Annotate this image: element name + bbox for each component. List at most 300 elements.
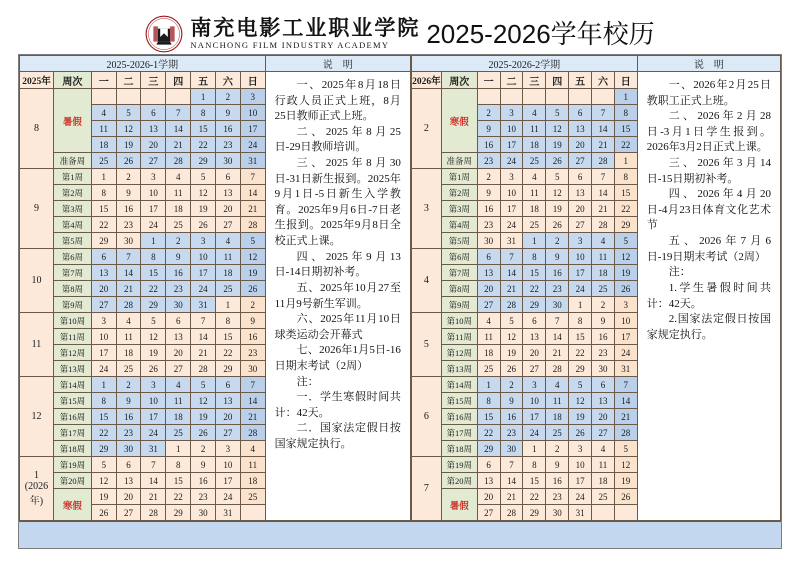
semester2-day-cell: 3 [500,105,523,121]
semester1-day-cell: 27 [116,505,141,521]
semester2-week-label: 第3周 [441,201,477,217]
semester2-day-cell: 1 [477,377,500,393]
semester1-weekday-3: 四 [166,72,191,89]
semester2-day-cell: 24 [569,281,592,297]
semester2-day-cell: 20 [592,409,615,425]
semester2-day-cell: 6 [477,457,500,473]
semester1-day-cell: 3 [141,169,166,185]
semester2-note-7: 2.国家法定假日按国家规定执行。 [646,313,771,341]
semester1-day-cell: 12 [191,393,216,409]
semester2-week-label: 第15周 [441,393,477,409]
semester2-day-cell: 7 [500,457,523,473]
semester2-day-cell: 22 [523,281,546,297]
semester2-day-cell: 11 [546,393,569,409]
semester1-day-cell: 28 [141,505,166,521]
semester1-day-cell: 9 [166,249,191,265]
semester1-day-cell: 16 [166,265,191,281]
semester1-day-cell: 8 [141,249,166,265]
semester1-day-cell: 25 [116,361,141,377]
semester1-note-7: 注： [296,375,319,388]
semester1-day-cell: 12 [116,121,141,137]
semester1-day-cell: 5 [141,313,166,329]
semester1-day-cell: 18 [91,137,116,153]
semester1-day-cell: 19 [240,265,265,281]
semester1-day-cell: 18 [215,265,240,281]
semester1-day-cell: 29 [191,153,216,169]
semester2-day-cell [500,89,523,105]
semester2-day-cell: 18 [592,473,615,489]
semester2-day-cell: 23 [477,217,500,233]
semester2-day-cell: 23 [500,425,523,441]
semester1-day-cell: 4 [166,169,191,185]
semester1-day-cell: 26 [116,153,141,169]
semester1-weekday-5: 六 [215,72,240,89]
school-crest-icon [145,15,183,53]
semester2-day-cell: 12 [614,249,637,265]
semester1-weekday-0: 一 [91,72,116,89]
semester2-day-cell: 29 [523,297,546,313]
semester2-day-cell: 14 [592,185,615,201]
semester1-day-cell: 28 [240,425,265,441]
semester1-day-cell: 14 [191,329,216,345]
semester2-day-cell: 7 [546,313,569,329]
semester2-day-cell: 7 [592,105,615,121]
semester1-day-cell: 18 [240,473,265,489]
semester2-day-cell: 14 [592,121,615,137]
semester1-day-cell: 30 [166,297,191,313]
semester2-month-2: 2 [411,89,441,169]
semester1-day-cell: 6 [116,457,141,473]
semester1-note-1: 二、2025年8月25日-29日教师培训。 [274,125,401,154]
semester2-day-cell: 14 [546,329,569,345]
semester1-day-cell: 30 [215,153,240,169]
semester1-vacation-label: 暑假 [53,89,91,153]
semester2-day-cell: 17 [523,409,546,425]
semester2-week-label: 第8周 [441,281,477,297]
semester1-week-label: 第10周 [53,313,91,329]
semester2-week-label: 第11周 [441,329,477,345]
semester1-title: 2025-2026-1学期 [20,56,266,72]
semester2-day-cell [569,89,592,105]
semester2-day-cell: 22 [614,137,637,153]
semester2-day-cell: 15 [569,329,592,345]
semester2-day-cell: 5 [569,377,592,393]
semester1-day-cell: 15 [191,121,216,137]
semester2-day-cell: 24 [500,153,523,169]
semester2-day-cell: 18 [592,265,615,281]
semester1-month-12: 12 [20,377,54,457]
semester2-note-3: 四、2026年4月20日-4月23日体育文化艺术节 [646,188,771,232]
semester1-week-label: 第1周 [53,169,91,185]
semester2-day-cell: 21 [614,409,637,425]
semester2-day-cell: 17 [569,473,592,489]
semester1-day-cell: 23 [166,281,191,297]
semester2-week-label: 第5周 [441,233,477,249]
semester1-day-cell: 1 [91,169,116,185]
semester2-day-cell: 15 [614,185,637,201]
semester2-day-cell: 31 [614,361,637,377]
semester1-week-label: 第5周 [53,233,91,249]
semester1-day-cell: 9 [116,393,141,409]
semester2-day-cell: 24 [614,345,637,361]
semester1-notes [265,72,410,521]
semester2-day-cell: 11 [592,249,615,265]
semester1-day-cell: 3 [91,313,116,329]
semester2-week-col-label: 周次 [441,72,477,89]
semester2-title: 2025-2026-2学期 [411,56,637,72]
semester2-day-cell: 3 [614,297,637,313]
semester2-day-cell: 18 [477,345,500,361]
semester1-day-cell: 30 [191,505,216,521]
semester2-note-4: 五、2026年7月6日-19日期末考试（2周） [646,235,771,263]
semester2-weekday-4: 五 [569,72,592,89]
semester1-month-8: 8 [20,89,54,169]
semester2-day-cell: 19 [614,265,637,281]
semester2-day-cell: 16 [592,329,615,345]
semester2-day-cell: 28 [546,361,569,377]
semester2-week-label: 第2周 [441,185,477,201]
semester1-day-cell: 23 [116,217,141,233]
semester2-day-cell: 20 [569,201,592,217]
semester1-day-cell: 1 [141,233,166,249]
semester1-day-cell: 13 [116,473,141,489]
semester1-day-cell: 17 [240,121,265,137]
semester2-day-cell: 2 [477,105,500,121]
semester1-day-cell: 19 [91,489,116,505]
semester1-week-label: 第8周 [53,281,91,297]
semester2-note-5: 注： [668,266,691,279]
semester1-day-cell: 2 [191,441,216,457]
semester1-day-cell: 27 [141,153,166,169]
semester2-day-cell: 19 [500,345,523,361]
semester2-day-cell: 1 [523,441,546,457]
semester1-day-cell: 7 [240,169,265,185]
semester2-day-cell: 3 [569,233,592,249]
semester2-day-cell: 9 [477,121,500,137]
semester1-day-cell: 31 [191,297,216,313]
semester1-day-cell: 3 [240,89,265,105]
semester2-day-cell: 11 [592,457,615,473]
semester1-day-cell: 11 [116,329,141,345]
semester1-day-cell: 17 [215,473,240,489]
semester1-day-cell [91,89,116,105]
semester1-weekday-2: 三 [141,72,166,89]
semester2-day-cell: 4 [592,233,615,249]
semester1-day-cell: 21 [240,201,265,217]
semester1-day-cell: 2 [215,89,240,105]
semester1-day-cell: 10 [141,393,166,409]
page-header [0,0,800,54]
semester2-day-cell: 28 [500,297,523,313]
semester1-day-cell: 26 [191,217,216,233]
semester1-week-label: 第4周 [53,217,91,233]
semester2-day-cell: 12 [546,185,569,201]
semester1-week-label: 第3周 [53,201,91,217]
semester1-day-cell: 22 [215,345,240,361]
semester1-day-cell: 15 [166,473,191,489]
semester2-week-label: 第14周 [441,377,477,393]
semester1-day-cell: 21 [191,345,216,361]
semester2-day-cell: 10 [569,457,592,473]
semester2-day-cell: 27 [477,505,500,521]
semester2-week-label: 准备周 [441,153,477,169]
semester1-day-cell: 25 [166,425,191,441]
semester1-day-cell: 15 [91,409,116,425]
semester2-week-label: 第9周 [441,297,477,313]
semester2-notes [637,72,780,521]
semester1-day-cell: 3 [215,441,240,457]
semester1-day-cell: 7 [240,377,265,393]
semester1-month-9: 9 [20,169,54,249]
semester1-day-cell: 2 [116,377,141,393]
semester1-day-cell: 16 [215,121,240,137]
semester1-day-cell: 1 [215,297,240,313]
semester2-day-cell: 3 [569,441,592,457]
semester2-week-label: 第19周 [441,457,477,473]
semester1-day-cell: 1 [166,441,191,457]
semester1-day-cell: 8 [215,313,240,329]
semester2-day-cell [546,89,569,105]
semester1-week-label: 第18周 [53,441,91,457]
semester1-day-cell: 1 [191,89,216,105]
semester1-day-cell: 24 [215,489,240,505]
semester1-month-12026: 1 (2026年) [20,457,54,521]
semester2-day-cell: 5 [546,105,569,121]
semester1-day-cell: 16 [240,329,265,345]
semester2-day-cell: 19 [546,201,569,217]
semester2-day-cell: 1 [614,153,637,169]
semester1-day-cell: 26 [240,281,265,297]
semester2-day-cell: 15 [477,409,500,425]
semester1-day-cell: 20 [91,281,116,297]
semester2-day-cell: 26 [614,489,637,505]
semester2-day-cell: 1 [523,233,546,249]
semester2-day-cell: 16 [477,137,500,153]
semester2-day-cell: 27 [569,153,592,169]
semester2-day-cell: 8 [477,393,500,409]
semester1-week-label: 准备周 [53,153,91,169]
semester2-day-cell: 18 [546,409,569,425]
semester1-month-10: 10 [20,249,54,313]
semester1-day-cell: 11 [215,249,240,265]
semester2-day-cell: 20 [477,489,500,505]
semester2-day-cell: 28 [614,425,637,441]
semester1-day-cell: 28 [166,153,191,169]
semester2-day-cell: 2 [500,377,523,393]
semester1-day-cell: 23 [116,425,141,441]
semester1-day-cell: 12 [240,249,265,265]
semester2-day-cell [523,89,546,105]
semester1-day-cell: 2 [240,297,265,313]
semester2-day-cell: 8 [614,169,637,185]
semester1-day-cell: 24 [91,361,116,377]
semester2-day-cell: 13 [477,473,500,489]
semester1-day-cell: 8 [91,185,116,201]
semester1-day-cell: 17 [141,201,166,217]
semester1-day-cell: 22 [91,217,116,233]
semester2-day-cell: 17 [500,137,523,153]
semester2-day-cell: 25 [523,153,546,169]
semester2-note-6: 1.学生暑假时间共计：42天。 [646,281,771,310]
semester1-day-cell: 20 [166,345,191,361]
semester2-day-cell: 1 [569,297,592,313]
semester2-day-cell: 11 [523,121,546,137]
semester1-title-row [20,56,411,72]
semester2-day-cell: 25 [477,361,500,377]
semester2-day-cell: 9 [477,185,500,201]
semester2-month-4: 4 [411,249,441,313]
semester1-week-label: 第7周 [53,265,91,281]
semester1-day-cell: 9 [191,457,216,473]
semester2-day-cell: 3 [500,169,523,185]
semester1-day-cell: 2 [116,169,141,185]
school-name-cn: 南充电影工业职业学院 [190,16,421,41]
semester1-week-label: 第12周 [53,345,91,361]
semester2-day-cell: 16 [500,409,523,425]
semester1-weekday-6: 日 [240,72,265,89]
semester2-week-label: 第1周 [441,169,477,185]
semester1-day-cell: 24 [191,281,216,297]
semester1-day-cell: 25 [166,217,191,233]
semester1-day-cell: 4 [240,441,265,457]
semester1-day-cell: 8 [166,457,191,473]
semester2-day-cell: 30 [546,505,569,521]
semester1-week-label: 第13周 [53,361,91,377]
semester1-day-cell: 6 [91,249,116,265]
semester1-day-cell: 5 [191,169,216,185]
semester1-day-cell: 18 [166,409,191,425]
semester2-day-cell: 28 [592,153,615,169]
semester1-day-cell: 11 [166,393,191,409]
semester2-day-cell: 20 [523,345,546,361]
semester1-day-cell: 27 [215,217,240,233]
semester1-day-cell: 12 [91,473,116,489]
semester2-day-cell: 1 [614,89,637,105]
semester1-note-5: 六、2025年11月10日球类运动会开幕式 [274,313,401,341]
semester1-day-cell: 4 [91,105,116,121]
semester2-day-cell: 7 [592,169,615,185]
semester2-day-cell: 13 [523,329,546,345]
semester2-day-cell: 17 [614,329,637,345]
semester2-day-cell: 21 [500,489,523,505]
semester1-day-cell: 10 [215,457,240,473]
semester2-day-cell: 10 [523,393,546,409]
semester2-day-cell: 25 [592,489,615,505]
semester1-day-cell: 25 [91,153,116,169]
semester1-day-cell: 25 [215,281,240,297]
semester2-day-cell: 26 [546,217,569,233]
semester2-day-cell [614,505,637,521]
semester2-note-header: 说 明 [637,56,780,72]
semester1-day-cell: 14 [116,265,141,281]
semester1-day-cell: 10 [191,249,216,265]
semester2-day-cell: 27 [477,297,500,313]
semester2-day-cell: 9 [546,249,569,265]
semester2-day-cell: 15 [523,473,546,489]
semester1-day-cell: 12 [141,329,166,345]
semesters-grid [19,55,781,521]
semester1-day-cell: 20 [141,137,166,153]
semester1-note-2: 三、2025年8月30日-31日新生报到。2025年9月1日-5日新生入学教育。2025年9月6日-7日老生报到。2025年9月8日全校正式上课。 [274,157,401,248]
semester1-day-cell: 12 [191,185,216,201]
semester2-day-cell: 26 [546,153,569,169]
semester1-note-6: 七、2026年1月5日-16日期末考试（2周） [274,344,401,372]
semester2-day-cell: 29 [569,361,592,377]
semester2-day-cell: 21 [546,345,569,361]
semester1-week-label: 第15周 [53,393,91,409]
semester2-week-label: 第20周 [441,473,477,489]
semester1-day-cell: 13 [166,329,191,345]
semester2-day-cell: 19 [546,137,569,153]
semester1-day-cell: 6 [215,377,240,393]
semester2-day-cell: 20 [477,281,500,297]
semester1-header-row [20,72,411,89]
semester2-day-cell: 21 [500,281,523,297]
semester2-title-row [411,56,780,72]
semester2-month-3: 3 [411,169,441,249]
semester2-week-label: 第10周 [441,313,477,329]
semester1-day-cell: 11 [91,121,116,137]
semester1-note-4: 五、2025年10月27至11月9号新生军训。 [274,281,401,310]
semester1-day-cell: 24 [240,137,265,153]
semester2-day-cell: 6 [523,313,546,329]
semester1-day-cell: 14 [141,473,166,489]
semester1-day-cell: 9 [215,105,240,121]
semester2-day-cell [477,89,500,105]
semester1-day-cell: 21 [240,409,265,425]
semester2-weekday-0: 一 [477,72,500,89]
semester1-note-9: 二．国家法定假日按国家规定执行。 [274,422,401,451]
semester2-day-cell: 21 [592,201,615,217]
semester2-week-label: 第16周 [441,409,477,425]
semester2-note-0: 一、2026年2月25日教职工正式上班。 [646,79,771,107]
semester2-week-label: 第12周 [441,345,477,361]
semester2-day-cell: 4 [592,441,615,457]
semester1-table [19,55,411,521]
semester2-day-cell: 5 [546,169,569,185]
semester1-day-cell: 29 [166,505,191,521]
semester2-day-cell: 29 [477,441,500,457]
semester1-week-label: 第6周 [53,249,91,265]
semester1-day-cell: 26 [91,505,116,521]
semester2-day-cell: 22 [523,489,546,505]
semester2-weekday-3: 四 [546,72,569,89]
semester2-day-cell: 14 [500,473,523,489]
semester2-day-cell: 27 [569,217,592,233]
semester2-day-cell: 6 [592,377,615,393]
semester1-day-cell: 14 [240,185,265,201]
semester2-day-cell: 17 [569,265,592,281]
semester1-day-cell: 7 [116,249,141,265]
semester1-day-cell: 4 [215,233,240,249]
semester1-day-cell: 18 [116,345,141,361]
semester2-day-cell: 10 [614,313,637,329]
semester2-day-cell: 16 [477,201,500,217]
semester1-day-cell: 24 [141,217,166,233]
semester2-year-label: 2026年 [411,72,441,89]
semester1-day-cell: 31 [240,153,265,169]
semester1-day-cell: 23 [240,345,265,361]
semester2-day-cell: 24 [569,489,592,505]
semester1-day-cell: 20 [215,409,240,425]
semester2-day-cell: 22 [614,201,637,217]
semester1-day-cell: 17 [141,409,166,425]
semester2-day-cell: 19 [569,409,592,425]
semester1-day-cell: 1 [91,377,116,393]
semester1-day-cell: 22 [191,137,216,153]
semester2-day-cell: 2 [477,169,500,185]
semester1-day-cell: 7 [141,457,166,473]
